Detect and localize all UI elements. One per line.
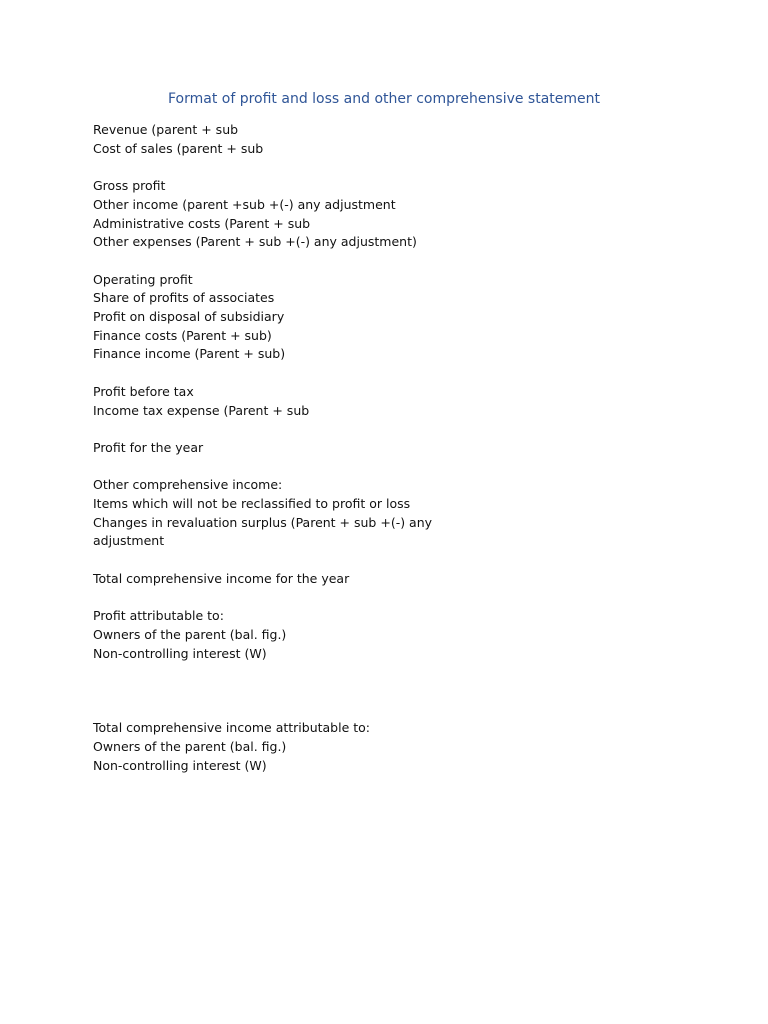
line-tci-attributable-heading: Total comprehensive income attributable to: xyxy=(93,720,371,736)
line-gross-profit: Gross profit xyxy=(93,178,166,194)
line-other-income: Other income (parent +sub +(-) any adjustment xyxy=(93,196,396,212)
line-profit-attributable-heading: Profit attributable to: xyxy=(93,608,224,624)
line-income-tax-expense: Income tax expense (Parent + sub xyxy=(93,402,310,418)
line-operating-profit: Operating profit xyxy=(93,271,193,287)
line-oci-heading: Other comprehensive income: xyxy=(93,477,283,493)
line-profit-on-disposal: Profit on disposal of subsidiary xyxy=(93,309,285,324)
line-tci-nci: Non-controlling interest (W) xyxy=(93,757,267,773)
line-revenue: Revenue (parent + sub xyxy=(93,122,239,137)
line-profit-before-tax: Profit before tax xyxy=(93,383,194,399)
line-share-of-associates: Share of profits of associates xyxy=(93,290,275,306)
line-other-expenses: Other expenses (Parent + sub +(-) any adjustment) xyxy=(93,234,417,250)
line-tci-owners-of-parent: Owners of the parent (bal. fig.) xyxy=(93,738,287,754)
line-cost-of-sales: Cost of sales (parent + sub xyxy=(93,140,264,156)
line-profit-nci: Non-controlling interest (W) xyxy=(93,645,267,661)
line-finance-costs: Finance costs (Parent + sub) xyxy=(93,327,272,343)
line-items-not-reclassified: Items which will not be reclassified to profit or loss xyxy=(93,495,411,511)
line-profit-for-year: Profit for the year xyxy=(93,439,204,455)
line-total-comprehensive-income: Total comprehensive income for the year xyxy=(93,570,350,586)
line-revaluation-surplus: Changes in revaluation surplus (Parent + sub +(-) any adjustment xyxy=(93,514,433,549)
line-profit-owners-of-parent: Owners of the parent (bal. fig.) xyxy=(93,626,287,642)
statement-body xyxy=(93,121,453,775)
document-title: Format of profit and loss and other comprehensive statement xyxy=(167,91,601,107)
line-administrative-costs: Administrative costs (Parent + sub xyxy=(93,215,311,231)
line-finance-income: Finance income (Parent + sub) xyxy=(93,346,286,362)
